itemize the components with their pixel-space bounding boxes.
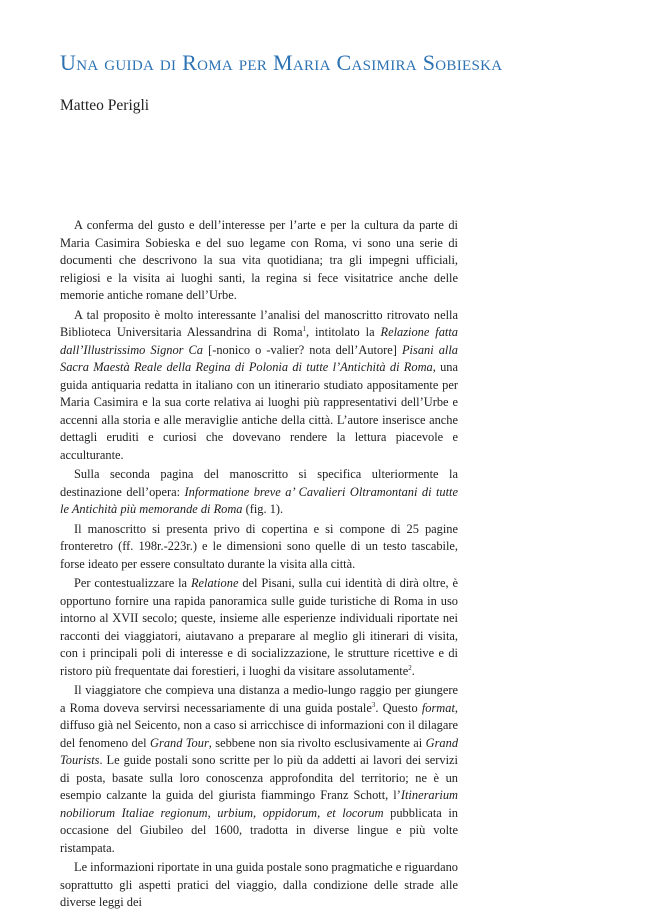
italic-text: Pisani alla Sacra Maestà Reale della Regina di Polonia di tutte l’Antichità di Roma [60, 342, 458, 374]
paragraph-text: , sebbene non sia rivolto esclusivamente ai [208, 735, 426, 750]
body-paragraph [60, 521, 458, 574]
body-paragraph [60, 859, 458, 912]
paragraph-text: , diffuso già nel Seicento, non a caso si arricchisce di informazioni con il dilagare del fenomeno del [60, 700, 458, 750]
italic-text: Relazione fatta dall’Illustrissimo Signor Ca [60, 325, 458, 357]
author-name: Matteo Perigli [60, 97, 150, 114]
italic-text: Relatione [190, 576, 239, 590]
paragraph-text: Il manoscritto si presenta privo di copertina e si compone di 25 pagine fronteretro (ff. 198r.-223r.) e le dimensioni sono quelle di un testo tascabile, forse ideato per essere consultato durante la visita alla città. [60, 521, 458, 571]
footnote-marker: 1 [302, 324, 306, 333]
paragraph-text: , una guida antiquaria redatta in italiano con un itinerario studiato appositamente per Maria Casimira e la sua corte relativa ai luoghi più rappresentativi dell’Urbe e accenni alla storia e alle meraviglie antiche della città. L’autore inserisce anche dettagli eruditi e curiosi che dovevano rendere la lettura piacevole e acculturante. [60, 360, 458, 462]
paragraph-text: . Questo [375, 700, 422, 715]
body-paragraph [60, 682, 458, 857]
paragraph-text: Il viaggiatore che compieva una distanza a medio-lungo raggio per giungere a Roma doveva servirsi necessariamente di una guida postale [60, 683, 458, 715]
body-paragraph [60, 575, 458, 680]
paragraph-text: [-nonico o -valier? nota dell’Autore] [203, 342, 402, 357]
paragraph-text: A tal proposito è molto interessante l’analisi del manoscritto ritrovato nella Biblioteca Universitaria Alessandrina di Roma [60, 307, 458, 339]
footnote-marker: 2 [408, 663, 412, 672]
article-body [60, 217, 458, 914]
body-paragraph [60, 217, 458, 305]
paragraph-text: . [411, 663, 415, 678]
paragraph-text: , intitolato la [305, 325, 381, 339]
italic-text: format [421, 700, 455, 715]
italic-text: Grand Tour [150, 735, 209, 750]
italic-text: Grand Tourists [60, 735, 459, 767]
paragraph-text: pubblicata in occasione del Giubileo del 1600, tradotta in diverse lingue e più volte ristampata. [60, 805, 458, 855]
article-title: Una guida di Roma per Maria Casimira Sobieska [60, 50, 503, 75]
italic-text: Itinerarium nobiliorum Italiae regionum, urbium, oppidorum, et locorum [60, 788, 458, 820]
body-paragraph [60, 466, 458, 519]
paragraph-text: del Pisani, sulla cui identità di dirà oltre, è opportuno fornire una rapida panoramica sulle guide turistiche di Roma in uso intorno al XVII secolo; queste, insieme alle esperienze individuali riportate nei racconti dei viaggiatori, aiutavano a preparare al meglio gli itinerari di visita, con i principali poli di interesse e di socializzazione, le strutture ricettive e di ristoro più frequentate dai forestieri, i luoghi da visitare assolutamente [60, 576, 458, 678]
paragraph-text: Sulla seconda pagina del manoscritto si specifica ulteriormente la destinazione dell’opera: [60, 467, 458, 499]
paragraph-text: . Le guide postali sono scritte per lo più da addetti ai lavori dei servizi di posta, basate sulla loro conoscenza approfondita del territorio; ne è un esempio calzante la guida del giurista fiammingo Franz Schott, l’ [60, 753, 458, 802]
italic-text: Informatione breve a’ Cavalieri Oltramontani di tutte le Antichità più memorande di Roma [60, 484, 459, 516]
paragraph-text: (fig. 1). [242, 502, 284, 516]
body-paragraph [60, 307, 458, 465]
footnote-marker: 3 [371, 700, 376, 709]
paragraph-text: A conferma del gusto e dell’interesse per l’arte e per la cultura da parte di Maria Casimira Sobieska e del suo legame con Roma, vi sono una serie di documenti che descrivono la sua vita quotidiana; tra gli impegni ufficiali, religiosi e la visita ai luoghi santi, la regina si fece visitatrice anche delle memorie antiche romane dell’Urbe. [60, 218, 458, 302]
paragraph-text: Le informazioni riportate in una guida postale sono pragmatiche e riguardano soprattutto gli aspetti pratici del viaggio, dalla condizione delle strade alle diverse leggi dei [60, 860, 458, 909]
paragraph-text: Per contestualizzare la [74, 576, 191, 590]
